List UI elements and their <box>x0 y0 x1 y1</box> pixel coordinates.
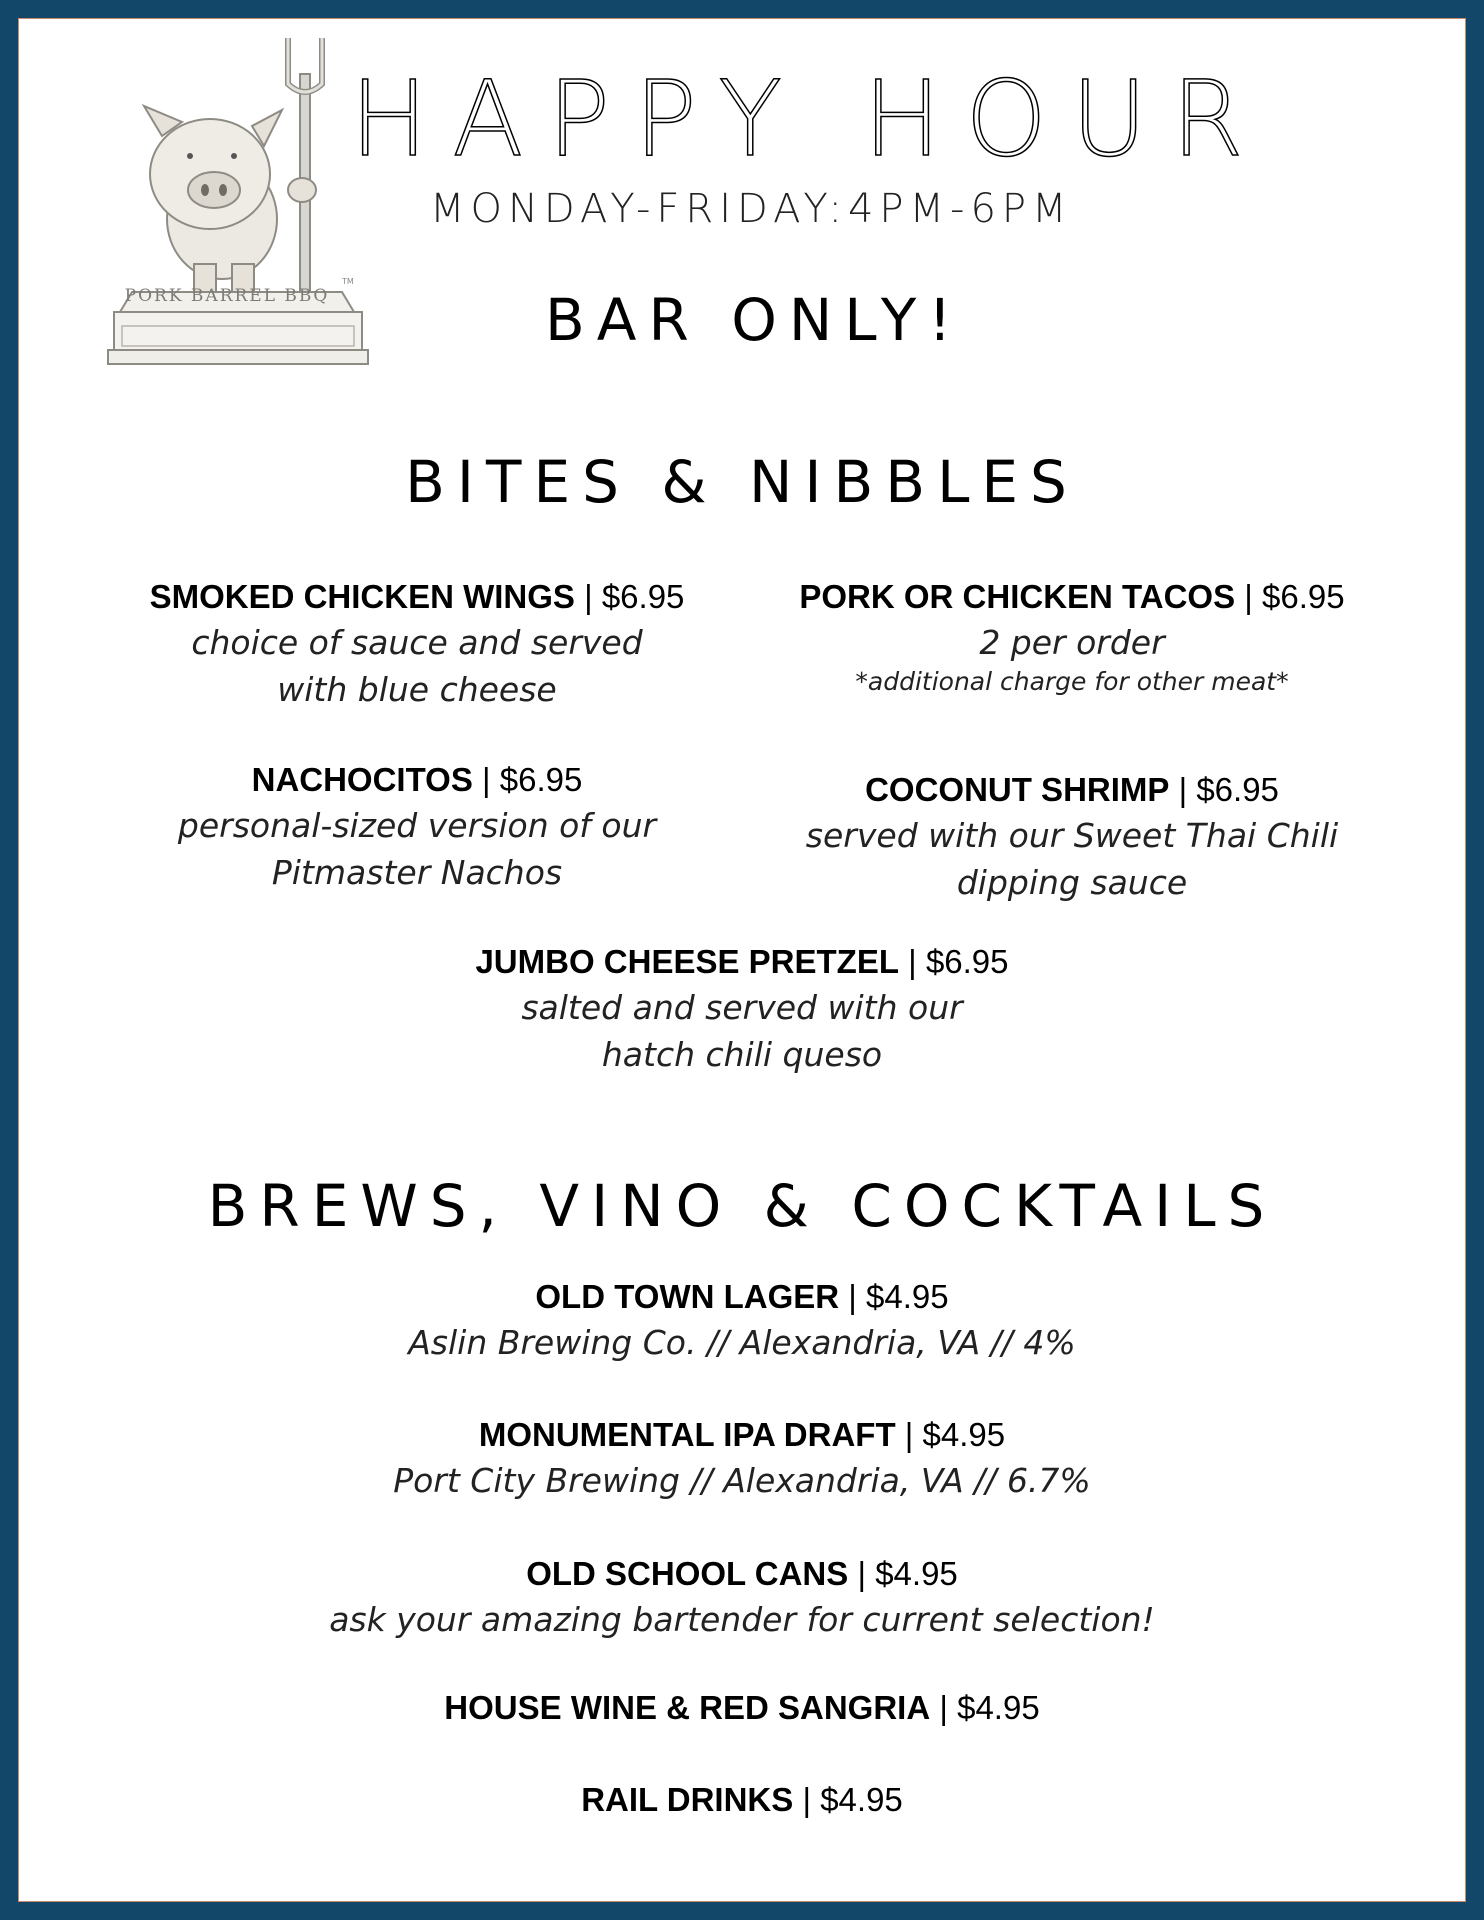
item-name: MONUMENTAL IPA DRAFT <box>478 1416 896 1453</box>
item-separator: | <box>839 1278 867 1315</box>
item-name: SMOKED CHICKEN WINGS <box>149 578 575 615</box>
section-title-bites: BITES & NIBBLES <box>405 448 1079 516</box>
item-price: $4.95 <box>957 1689 1040 1726</box>
bar-only-notice: BAR ONLY! <box>545 286 964 354</box>
item-price: $6.95 <box>925 943 1009 980</box>
menu-item <box>142 1686 1342 1730</box>
menu-item <box>142 1413 1342 1504</box>
section-title-drinks: BREWS, VINO & COCKTAILS <box>207 1172 1277 1240</box>
item-name: OLD SCHOOL CANS <box>526 1555 849 1592</box>
item-price: $6.95 <box>1262 578 1345 615</box>
menu-item <box>92 575 742 713</box>
item-name: OLD TOWN LAGER <box>535 1278 840 1315</box>
item-separator: | <box>472 761 500 798</box>
item-description: hatch chili queso <box>601 1035 883 1074</box>
item-separator: | <box>793 1781 821 1818</box>
item-description: personal-sized version of our <box>177 806 657 845</box>
item-price: $4.95 <box>922 1416 1006 1453</box>
item-name: JUMBO CHEESE PRETZEL <box>475 943 900 980</box>
item-name: NACHOCITOS <box>251 761 473 798</box>
menu-item <box>752 575 1392 698</box>
item-separator: | <box>899 943 926 980</box>
menu-item <box>142 1552 1342 1643</box>
menu-item <box>342 940 1142 1078</box>
item-separator: | <box>1169 771 1197 808</box>
svg-text:TM: TM <box>342 277 354 286</box>
item-separator: | <box>930 1689 958 1726</box>
item-name: PORK OR CHICKEN TACOS <box>799 578 1236 615</box>
item-description: choice of sauce and served <box>191 623 643 662</box>
item-description: Port City Brewing // Alexandria, VA // 6.7% <box>393 1461 1091 1500</box>
item-description: salted and served with our <box>521 988 963 1027</box>
hours-line: MONDAY-FRIDAY:4PM-6PM <box>430 186 1073 232</box>
item-description: ask your amazing bartender for current selection! <box>329 1600 1155 1639</box>
page-title: HAPPY HOUR <box>350 58 1268 180</box>
item-price: $6.95 <box>1196 771 1279 808</box>
item-description: Pitmaster Nachos <box>271 853 563 892</box>
item-price: $6.95 <box>601 578 685 615</box>
item-description: with blue cheese <box>277 670 557 709</box>
pork-barrel-logo <box>92 14 382 368</box>
item-separator: | <box>895 1416 923 1453</box>
menu-item <box>142 1778 1342 1822</box>
item-separator: | <box>848 1555 876 1592</box>
item-description: served with our Sweet Thai Chili <box>805 816 1339 855</box>
logo-wordmark: PORK BARREL BBQ <box>124 286 330 306</box>
item-price: $4.95 <box>820 1781 903 1818</box>
item-description: Aslin Brewing Co. // Alexandria, VA // 4% <box>408 1323 1076 1362</box>
item-separator: | <box>574 578 602 615</box>
item-price: $6.95 <box>499 761 583 798</box>
item-note: *additional charge for other meat* <box>855 667 1289 696</box>
item-name: COCONUT SHRIMP <box>865 771 1170 808</box>
menu-item <box>142 1275 1342 1366</box>
pig-mascot-icon <box>92 14 382 368</box>
item-name: RAIL DRINKS <box>581 1781 794 1818</box>
item-price: $4.95 <box>875 1555 958 1592</box>
menu-item <box>92 758 742 896</box>
item-separator: | <box>1235 578 1263 615</box>
item-description: 2 per order <box>979 623 1165 662</box>
menu-item <box>752 768 1392 906</box>
item-name: HOUSE WINE & RED SANGRIA <box>444 1689 931 1726</box>
item-description: dipping sauce <box>956 863 1188 902</box>
item-price: $4.95 <box>866 1278 949 1315</box>
